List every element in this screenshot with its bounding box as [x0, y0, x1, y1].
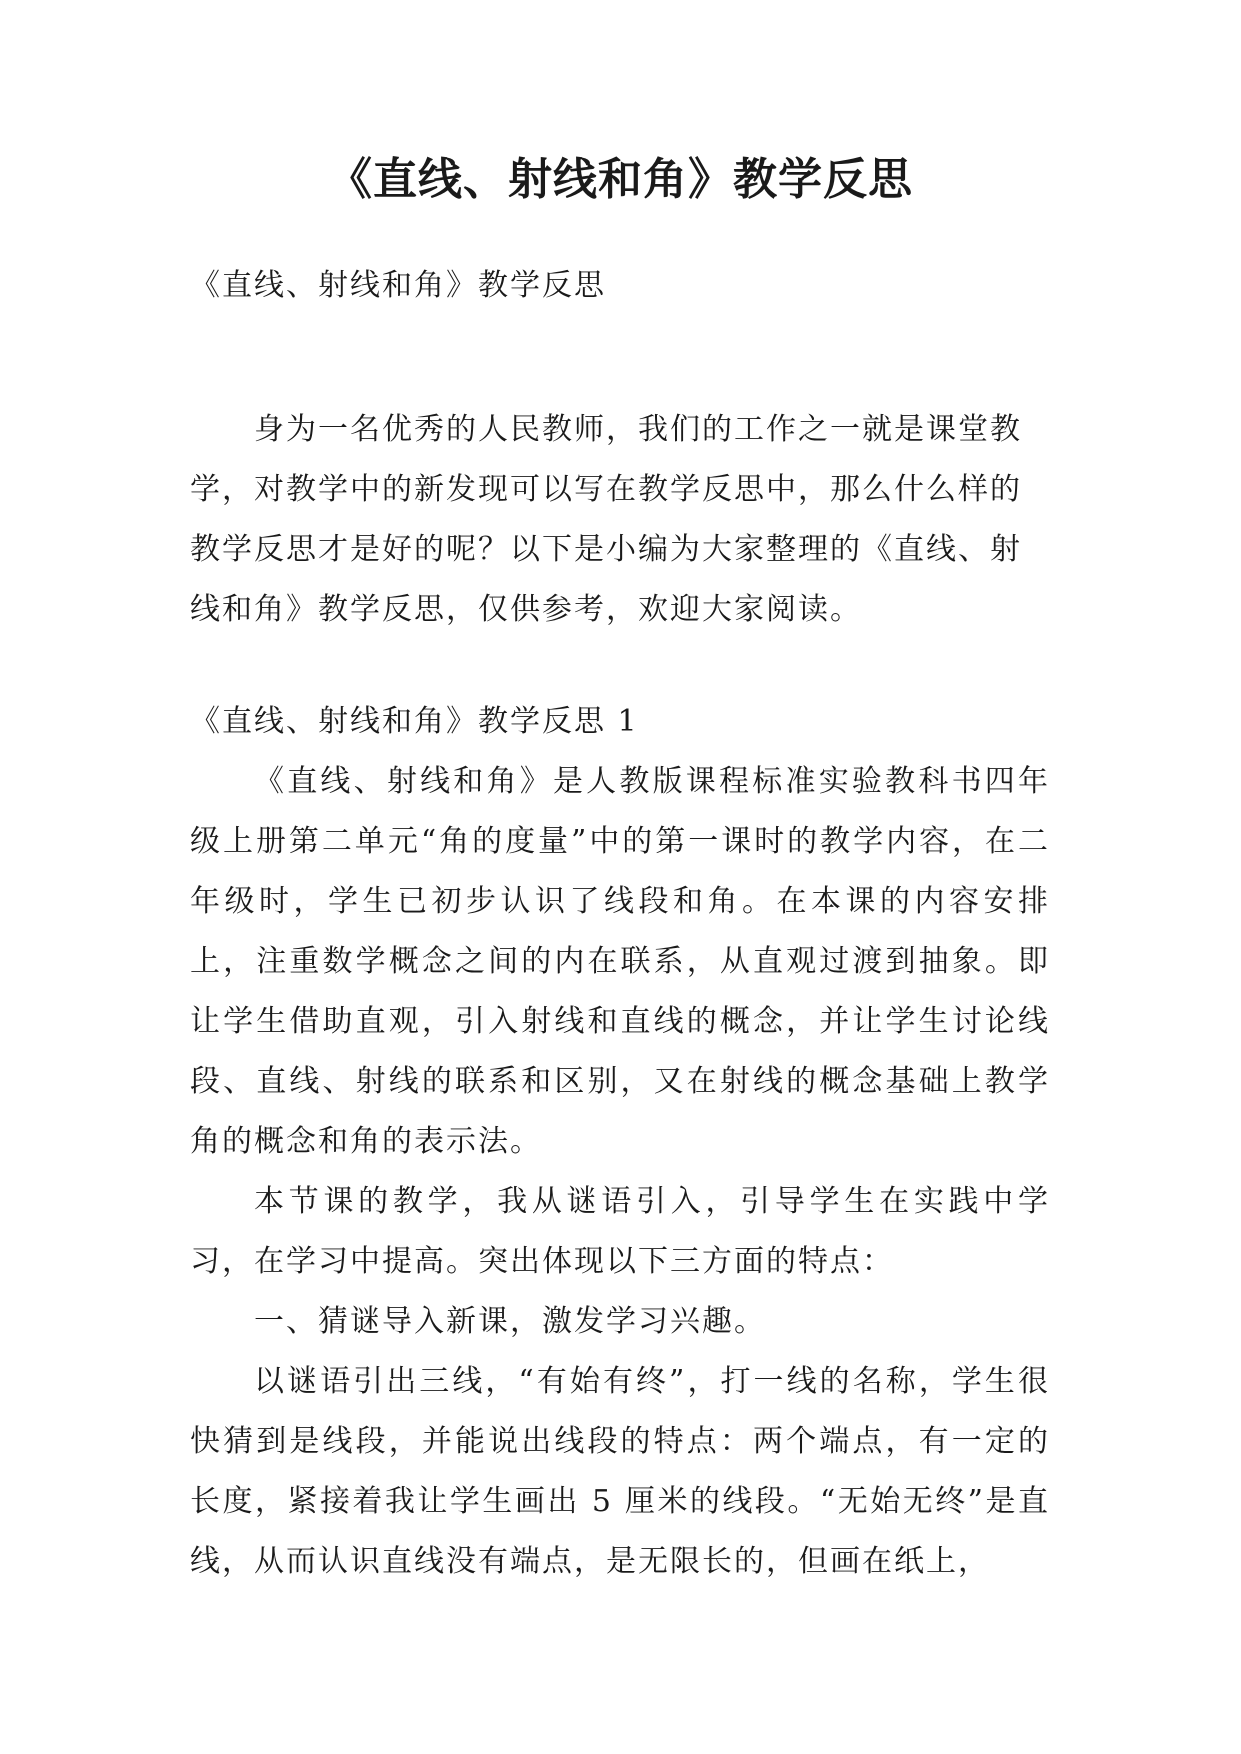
body-paragraph: 一、猜谜导入新课，激发学习兴趣。	[254, 1304, 766, 1339]
body-paragraph: 《直线、射线和角》是人教版课程标准实验教科书四年级上册第二单元“角的度量”中的第一课时的教学内容，在二年级时，学生已初步认识了线段和角。在本课的内容安排上，注重数学概念之间的内在联系，从直观过渡到抽象。即让学生借助直观，引入射线和直线的概念，并让学生讨论线段、直线、射线的联系和区别，又在射线的概念基础上教学角的概念和角的表示法。	[190, 764, 1050, 1159]
section-heading: 《直线、射线和角》教学反思 1	[190, 704, 639, 739]
body-paragraph: 本节课的教学，我从谜语引入，引导学生在实践中学习，在学习中提高。突出体现以下三方面的特点：	[190, 1184, 1050, 1279]
document-title: 《直线、射线和角》教学反思	[328, 154, 913, 205]
content-block	[190, 752, 1050, 1592]
intro-paragraph: 身为一名优秀的人民教师，我们的工作之一就是课堂教学，对教学中的新发现可以写在教学反思中，那么什么样的教学反思才是好的呢？以下是小编为大家整理的《直线、射线和角》教学反思，仅供参考，欢迎大家阅读。	[190, 412, 1022, 627]
document-subtitle: 《直线、射线和角》教学反思	[190, 268, 606, 303]
body-paragraph: 以谜语引出三线，“有始有终”，打一线的名称，学生很快猜到是线段，并能说出线段的特点：两个端点，有一定的长度，紧接着我让学生画出 5 厘米的线段。“无始无终”是直线，从而认识直线没有端点，是无限长的，但画在纸上，	[190, 1364, 1050, 1579]
